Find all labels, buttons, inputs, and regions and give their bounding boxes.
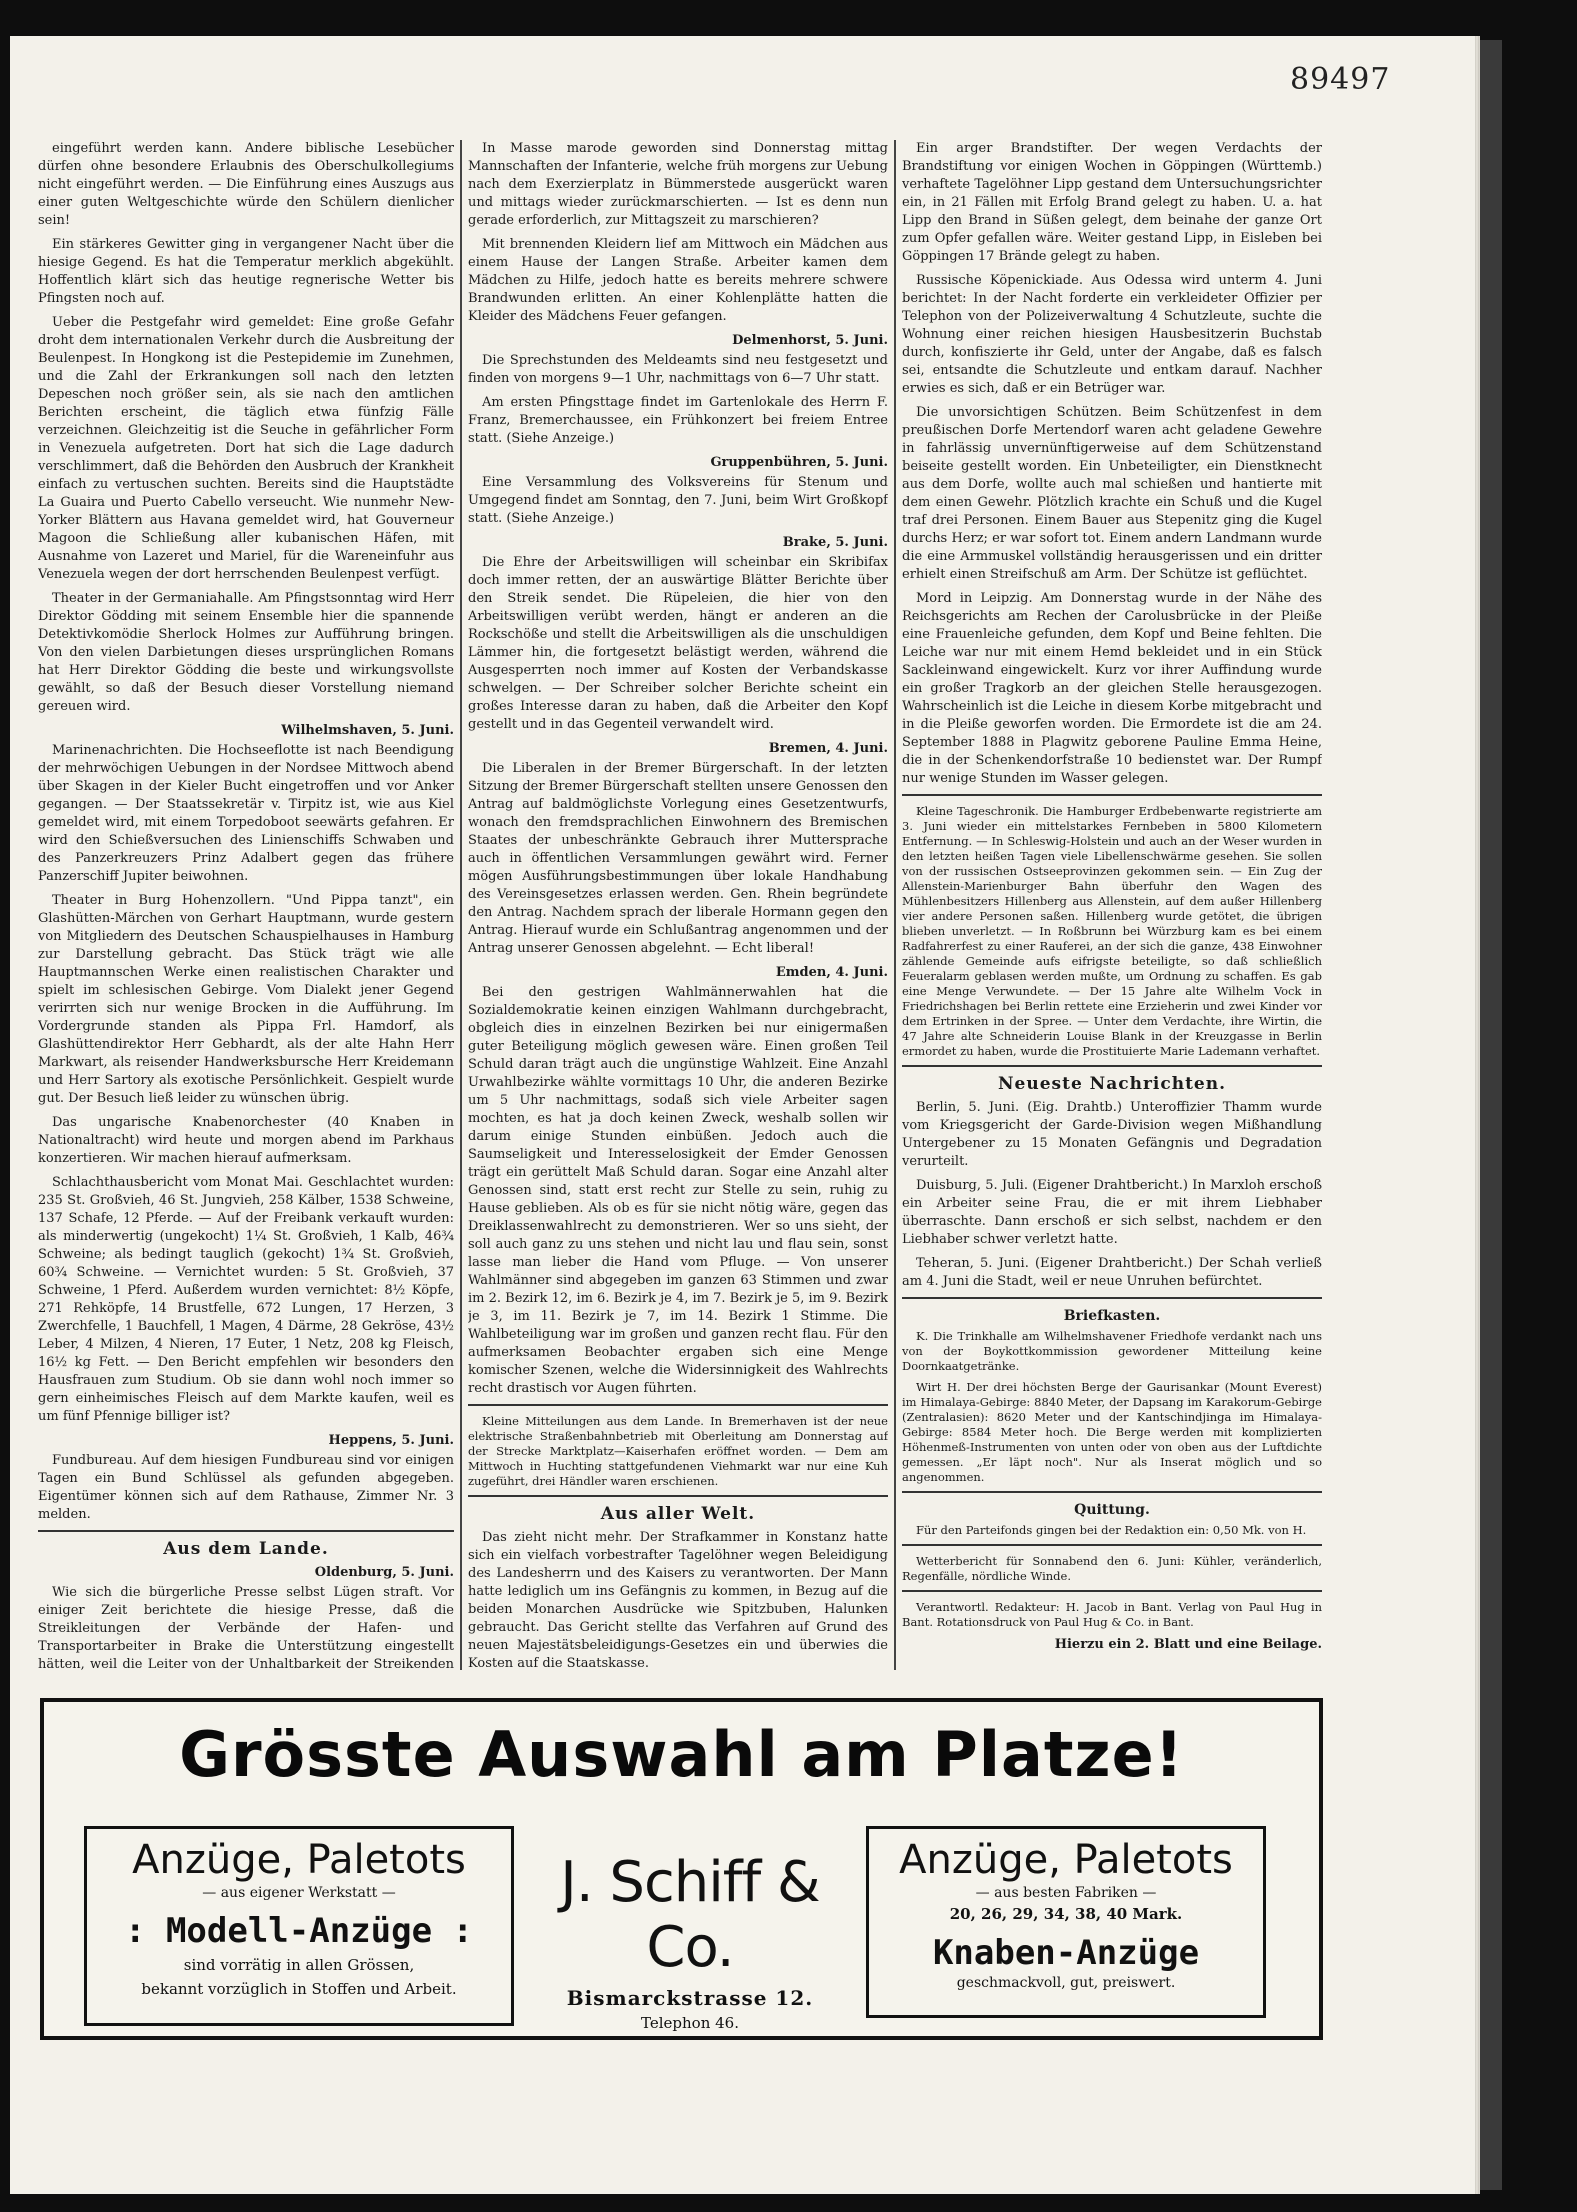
ad-left-line2: bekannt vorzüglich in Stoffen und Arbeit. [141,1980,457,1998]
article: Bei den gestrigen Wahlmännerwahlen hat die Sozialdemokratie keinen einzigen Wahlmann durchgebracht, obgleich dies in einzelnen Bezirken bei nur einigermaßen guter Beteiligung möglich gewesen wäre. Einen großen Teil Schuld daran trägt auch die ungünstige Wahlzeit. Eine Anzahl Urwahlbezirke wählte vormittags 10 Uhr, die anderen Bezirke um 5 Uhr nachmittags, sodaß sich viele Arbeiter sagen mochten, es hat ja doch keinen Zweck, weshalb sollen wir darum einige Stunden einbüßen. Jedoch auch die Saumseligkeit und Interesselosigkeit der Emder Genossen trägt ein gerüttelt Maß Schuld daran. Sogar eine Anzahl alter Genossen sind, statt erst recht zur Stelle zu sein, ruhig zu Hause geblieben. Als ob es für sie nicht nötig wäre, gegen das Dreiklassenwahlrecht zu demonstrieren. Wer so uns sieht, der soll auch ganz zu uns stehen und nicht lau und flau sein, sonst lasse man lieber die Hand vom Pfluge. — Von unserer Wahlmänner sind abgegeben im ganzen 63 Stimmen und zwar im 2. Bezirk 12, im 6. Bezirk je 4, im 7. Bezirk je 5, im 9. Bezirk je 3, im 11. Bezirk je 7, im 14. Bezirk 1 Stimme. Die Wahlbeteiligung war im großen und ganzen recht flau. Für den aufmerksamen Beobachter ergaben sich eine Menge komischer Szenen, welche die Widersinnigkeit des Wahlrechts recht drastisch vor Augen führten. [468,985,888,1396]
article: In Masse marode geworden sind Donnerstag mittag Mannschaften der Infanterie, welche früh morgens zur Uebung nach dem Exerzierplatz in Bümmerstede ausgerückt waren und mittags wieder zurückmarschierten. — Ist es denn nun gerade erforderlich, zur Mittagszeit zu marschieren? [468,141,888,228]
dateline: Emden, 4. Juni. [775,965,888,980]
article: Mit brennenden Kleidern lief am Mittwoch ein Mädchen aus einem Hause der Langen Straße. Arbeiter kamen dem Mädchen zu Hilfe, jedoch hatte es bereits mehrere schwere Brandwunden erlitten. An einer Kohlenplätte hatten die Kleider des Mädchens Feuer gefangen. [468,237,888,324]
article: Eine Versammlung des Volksvereins für Stenum und Umgegend findet am Sonntag, den 7. Juni, beim Wirt Großkopf statt. (Siehe Anzeige.) [468,475,888,526]
section-heading: Aus aller Welt. [600,1504,756,1524]
ad-left-title: Anzüge, Paletots [132,1837,466,1883]
section-rule [902,1065,1322,1067]
ad-right-line: geschmackvoll, gut, preiswert. [956,1975,1176,1991]
article: Für den Parteifonds gingen bei der Redaktion ein: 0,50 Mk. von H. [916,1523,1307,1537]
ad-right-special: Knaben-Anzüge [932,1933,1200,1973]
article: Kleine Tageschronik. Die Hamburger Erdbebenwarte registrierte am 3. Juni wieder ein mittelstarkes Fernbeben in 5800 Kilometern Entfernung. — In Schleswig-Holstein und auch an der Weser wurden in den letzten heißen Tagen viele Libellenschwärme gesehen. Sie sollen von der russischen Ostseeprovinzen gekommen sein. — Ein Zug der Allenstein-Marienburger Bahn überfuhr den Wagen des Mühlenbesitzers Hillenberg aus Allenstein, auf dem außer Hillenberg vier andere Personen saßen. Hillenberg wurde getötet, die übrigen blieben unverletzt. — In Roßbrunn bei Würzburg kam es bei einem Radfahrerfest zu einer Rauferei, an der sich die ganze, 438 Einwohner zählende Gemeinde aufs eifrigste beteiligte, so daß schließlich Feueralarm geblasen werden mußte, um Ordnung zu schaffen. Es gab eine Menge Verwundete. — Der 15 Jahre alte Wilhelm Vock in Friedrichshagen bei Berlin rettete eine Erzieherin und zwei Kinder vor dem Ertrinken in der Spree. — Unter dem Verdachte, ihre Wirtin, die 47 Jahre alte Schneiderin Louise Blank in der Kreuzgasse in Berlin ermordet zu haben, wurde die Prostituierte Marie Lademann verhaftet. [902,804,1322,1058]
dateline: Delmenhorst, 5. Juni. [732,333,888,348]
ad-firm-street: Bismarckstrasse 12. [566,1986,814,2010]
article: Berlin, 5. Juni. (Eig. Drahtb.) Unteroffizier Thamm wurde vom Kriegsgericht der Garde-Division wegen Mißhandlung Untergebener zu 15 Monaten Gefängnis und Degradation verurteilt. [902,1100,1322,1169]
column-3 [902,140,1322,1670]
section-heading: Aus dem Lande. [163,1539,329,1559]
binding-strip [1480,40,1502,2190]
article: Russische Köpenickiade. Aus Odessa wird unterm 4. Juni berichtet: In der Nacht forderte ein verkleideter Offizier per Telephon von der Polizeiverwaltung 4 Schutzleute, suchte die Wohnung einer reichen hiesigen Hausbesitzerin Buchstab durch, konfiszierte ihr Geld, unter der Angabe, daß es falsch sei, entsandte die Schutzleute und entkam darauf. Nachher erwies es sich, daß er ein Betrüger war. [902,273,1322,396]
section-heading: Briefkasten. [1063,1308,1161,1324]
ad-box-left [84,1826,514,2026]
advertisement [40,1698,1323,2040]
ad-box-right [866,1826,1266,2018]
dateline: Brake, 5. Juni. [782,535,888,550]
dateline: Heppens, 5. Juni. [328,1433,454,1448]
article: Theater in Burg Hohenzollern. "Und Pippa tanzt", ein Glashütten-Märchen von Gerhart Hauptmann, wurde gestern von Mitgliedern des Deutschen Schauspielhauses in Hamburg zur Darstellung gebracht. Das Stück trägt wie alle Hauptmannschen Werke einen realistischen Charakter und spielt im schlesischen Gebirge. Vom Dialekt jener Gegend verirrten sich nur wenige Brocken in die Aufführung. Im Vordergrunde standen als Pippa Frl. Hamdorf, als Glashüttendirektor Herr Gebhardt, als der alte Hahn Herr Markwart, als reisender Handwerksbursche Herr Kreidemann und Herr Sartory als exotische Persönlichkeit. Gespielt wurde gut. Der Besuch ließ leider zu wünschen übrig. [38,893,454,1106]
column-2 [468,140,888,1670]
ad-left-sub: — aus eigener Werkstatt — [202,1885,396,1901]
article: K. Die Trinkhalle am Wilhelmshavener Friedhofe verdankt nach uns von der Boykottkommission gewordener Mitteilung keine Doornkaatgetränke. [902,1329,1322,1373]
section-rule [902,794,1322,796]
imprint: Verantwortl. Redakteur: H. Jacob in Bant. Verlag von Paul Hug in Bant. Rotationsdruck von Paul Hug & Co. in Bant. [902,1600,1322,1629]
section-rule [468,1404,888,1406]
article: Das ungarische Knabenorchester (40 Knaben in Nationaltracht) wird heute und morgen abend im Parkhaus konzertieren. Wir machen hierauf aufmerksam. [38,1115,454,1166]
section-rule [902,1544,1322,1546]
article: Am ersten Pfingsttage findet im Gartenlokale des Herrn F. Franz, Bremerchaussee, ein Frühkonzert bei freiem Entree statt. (Siehe Anzeige.) [468,395,888,446]
article: Fundbureau. Auf dem hiesigen Fundbureau sind vor einigen Tagen ein Bund Schlüssel als gefunden abgegeben. Eigentümer können sich auf dem Rathause, Zimmer Nr. 3 melden. [38,1453,454,1522]
section-rule [902,1297,1322,1299]
section-heading: Neueste Nachrichten. [997,1074,1227,1094]
section-rule [902,1590,1322,1592]
article: Marinenachrichten. Die Hochseeflotte ist nach Beendigung der mehrwöchigen Uebungen in der Nordsee Mittwoch abend über Skagen in der Kieler Bucht eingetroffen und vor Anker gegangen. — Der Staatssekretär v. Tirpitz ist, wie aus Kiel gemeldet wird, mit einem Torpedoboot seewärts gefahren. Er wird den Schießversuchen des Linienschiffs Schwaben und des Panzerkreuzers Prinz Adalbert gegen das frühere Panzerschiff Jupiter beiwohnen. [38,743,454,884]
article: Wirt H. Der drei höchsten Berge der Gaurisankar (Mount Everest) im Himalaya-Gebirge: 8840 Meter, der Dapsang im Karakorum-Gebirge (Zentralasien): 8620 Meter und der Kantschindjinga im Himalaya-Gebirge: 8584 Meter hoch. Die Berge werden mit komplizierten Höhenmeß-Instrumenten von unten oder von oben aus der Luftdichte gemessen. „Er läpt noch". Nur als Inserat möglich und so angenommen. [902,1380,1322,1484]
ad-firm-phone: Telephon 46. [641,2014,739,2032]
ad-firm [514,1850,866,2032]
article: Theater in der Germaniahalle. Am Pfingstsonntag wird Herr Direktor Gödding mit seinem Ensemble hier die spannende Detektivkomödie Sherlock Holmes zur Aufführung bringen. Von den vielen Darbietungen dieses ursprünglichen Romans hat Herr Direktor Gödding die beste und wirkungsvollste gewählt, so daß der Besuch dieser Vorstellung niemand gereuen wird. [38,591,454,714]
column-1 [38,140,454,1670]
ad-left-special: : Modell-Anzüge : [125,1911,473,1951]
article: Wie sich die bürgerliche Presse selbst Lügen straft. Vor einiger Zeit berichtete die hiesige Presse, daß die Streikleitungen der Verbände der Hafen- und Transportarbeiter in Brake die Unterstützung eingestellt hätten, weil die Leiter von der Unhaltbarkeit der Streikenden [38,1585,454,1670]
article: Kleine Mitteilungen aus dem Lande. In Bremerhaven ist der neue elektrische Straßenbahnbetrieb mit Oberleitung am Donnerstag auf der Strecke Marktplatz—Kaiserhafen eröffnet worden. — Dem am Mittwoch in Huchting stattgefundenen Viehmarkt war nur eine Kuh zugeführt, drei Händler waren erschienen. [468,1414,888,1488]
ad-firm-name: J. Schiff & Co. [560,1850,820,1980]
ad-right-prices: 20, 26, 29, 34, 38, 40 Mark. [949,1905,1183,1923]
ad-right-title: Anzüge, Paletots [899,1837,1233,1883]
article: eingeführt werden kann. Andere biblische Lesebücher dürfen ohne besondere Erlaubnis des Oberschulkollegiums nicht eingeführt werden. — Die Einführung eines Auszugs aus einer guten Weltgeschichte würde den Schülern dienlicher sein! [38,141,454,228]
article: Ein stärkeres Gewitter ging in vergangener Nacht über die hiesige Gegend. Es hat die Temperatur merklich abgekühlt. Hoffentlich klärt sich das heutige regnerische Wetter bis Pfingsten noch auf. [38,237,454,306]
article: Teheran, 5. Juni. (Eigener Drahtbericht.) Der Schah verließ am 4. Juni die Stadt, weil er neue Unruhen befürchtet. [902,1256,1322,1289]
article: Duisburg, 5. Juli. (Eigener Drahtbericht.) In Marxloh erschoß ein Arbeiter seine Frau, die er mit ihrem Liebhaber überraschte. Dann erschoß er sich selbst, nachdem er den Liebhaber schwer verletzt hatte. [902,1178,1322,1247]
article: Ueber die Pestgefahr wird gemeldet: Eine große Gefahr droht dem internationalen Verkehr durch die Ausbreitung der Beulenpest. In Hongkong ist die Pestepidemie im Zunehmen, und die Zahl der Erkrankungen soll nach den letzten Depeschen noch größer sein, als sie nach den amtlichen Berichten erscheint, die täglich etwa fünfzig Fälle verzeichnen. Gleichzeitig ist die Seuche in gefährlicher Form in Venezuela aufgetreten. Dort hat sich die Lage dadurch verschlimmert, daß die Behörden den Ausbruch der Krankheit einfach zu vertuschen suchten. Bereits sind die Hauptstädte La Guaira und Puerto Cabello verseucht. Wie nunmehr New-Yorker Blättern aus Havana gemeldet wird, hat Gouverneur Magoon die Schließung aller kubanischen Häfen, mit Ausnahme von Lazeret und Mariel, für die Wareneinfuhr aus Venezuela wegen der dort herrschenden Beulenpest verfügt. [38,315,454,582]
article: Die unvorsichtigen Schützen. Beim Schützenfest in dem preußischen Dorfe Mertendorf waren acht geladene Gewehre in fahrlässig unvernünftigerweise auf dem Schützenstand beiseite gestellt worden. Ein Unbeteiligter, ein Dienstknecht aus dem Dorfe, wollte auch mal schießen und hantierte mit dem einen Gewehr. Plötzlich krachte ein Schuß und die Kugel traf drei Personen. Einem Bauer aus Stepenitz ging die Kugel durchs Herz; er war sofort tot. Einem andern Landmann wurde die eine Armmuskel vollständig herausgerissen und ein dritter erhielt einen Streifschuß am Arm. Der Schütze ist geflüchtet. [902,405,1322,582]
dateline: Bremen, 4. Juni. [768,741,888,756]
dateline: Wilhelmshaven, 5. Juni. [281,723,454,738]
section-rule [38,1530,454,1532]
section-rule [902,1491,1322,1493]
ad-left-line1: sind vorrätig in allen Grössen, [183,1956,415,1974]
section-heading: Quittung. [1074,1502,1150,1518]
ad-right-sub: — aus besten Fabriken — [975,1885,1157,1901]
article: Die Ehre der Arbeitswilligen will scheinbar ein Skribifax doch immer retten, der an auswärtige Blätter Berichte über den Streik sendet. Die Rüpeleien, die hier von den Arbeitswilligen verübt werden, hängt er anderen an die Rockschöße und stellt die Arbeitswilligen als die unschuldigen Lämmer hin, die fortgesetzt belästigt werden, während die Ausgesperrten noch immer auf Kosten der Verbandskasse schwelgen. — Der Schreiber solcher Berichte scheint ein großes Interesse daran zu haben, daß die Arbeiter den Kopf gestellt und in das Gegenteil verwandelt wird. [468,555,888,732]
column-divider [894,140,896,1670]
supplement-note: Hierzu ein 2. Blatt und eine Beilage. [1054,1637,1322,1652]
article: Schlachthausbericht vom Monat Mai. Geschlachtet wurden: 235 St. Großvieh, 46 St. Jungvieh, 258 Kälber, 1538 Schweine, 137 Schafe, 12 Pferde. — Auf der Freibank verkauft wurden: als minderwertig (ungekocht) 1¼ St. Großvieh, 1 Kalb, 46¾ Schweine; als bedingt tauglich (gekocht) 1¾ St. Großvieh, 60¾ Schweine. — Vernichtet wurden: 5 St. Großvieh, 37 Schweine, 1 Pferd. Außerdem wurden vernichtet: 8½ Köpfe, 271 Rehköpfe, 14 Brustfelle, 672 Lungen, 17 Herzen, 3 Zwerchfelle, 1 Bauchfell, 1 Magen, 4 Därme, 28 Gekröse, 43½ Leber, 4 Milzen, 4 Nieren, 17 Euter, 1 Netz, 208 kg Fleisch, 16½ kg Fett. — Den Bericht empfehlen wir besonders den Hausfrauen zum Studium. Ob sie dann wohl noch immer so gern einheimisches Fleisch auf dem Markte kaufen, weil es um fünf Pfennige billiger ist? [38,1175,454,1424]
article: Mord in Leipzig. Am Donnerstag wurde in der Nähe des Reichsgerichts am Rechen der Carolusbrücke in der Pleiße eine Frauenleiche gefunden, dem Kopf und Beine fehlten. Die Leiche war nur mit einem Hemd bekleidet und in ein Stück Sackleinwand eingewickelt. Kurz vor ihrer Auffindung wurde ein großer Tragkorb an der gleichen Stelle herausgezogen. Wahrscheinlich ist die Leiche in diesem Korbe mitgebracht und in die Pleiße geworfen worden. Die Ermordete ist die am 24. September 1888 in Plagwitz geborene Pauline Emma Heine, die in der Schenkendorfstraße 10 bedienstet war. Der Rumpf nur wenige Stunden im Wasser gelegen. [902,591,1322,786]
article: Das zieht nicht mehr. Der Strafkammer in Konstanz hatte sich ein vielfach vorbestrafter Tagelöhner wegen Beleidigung des Landesherrn und des Kaisers zu verantworten. Der Mann hatte lediglich um ins Gefängnis zu kommen, in Bezug auf die beiden Monarchen Ausdrücke wie Spitzbuben, Halunken gebraucht. Das Gericht stellte das Verfahren auf Grund des neuen Majestätsbeleidigungs-Gesetzes ein und überwies die Kosten auf die Staatskasse. [468,1530,888,1670]
page-number: 89497 [1290,62,1391,97]
weather-report: Wetterbericht für Sonnabend den 6. Juni: Kühler, veränderlich, Regenfälle, nördliche Winde. [902,1554,1322,1583]
article: Die Sprechstunden des Meldeamts sind neu festgesetzt und finden von morgens 9—1 Uhr, nachmittags von 6—7 Uhr statt. [468,353,888,386]
section-rule [468,1495,888,1497]
article: Ein arger Brandstifter. Der wegen Verdachts der Brandstiftung vor einigen Wochen in Göppingen (Württemb.) verhaftete Tagelöhner Lipp gestand dem Untersuchungsrichter ein, in 21 Fällen mit Erfolg Brand gelegt zu haben. U. a. hat Lipp den Brand in Süßen gelegt, dem beinahe der ganze Ort zum Opfer gefallen wäre. Weiter gestand Lipp, in Eisleben bei Göppingen 17 Brände gelegt zu haben. [902,141,1322,264]
dateline: Gruppenbühren, 5. Juni. [710,455,888,470]
column-divider [460,140,462,1670]
ad-headline: Grösste Auswahl am Platze! [179,1718,1184,1791]
dateline: Oldenburg, 5. Juni. [314,1565,454,1580]
article: Die Liberalen in der Bremer Bürgerschaft. In der letzten Sitzung der Bremer Bürgerschaft stellten unsere Genossen den Antrag auf baldmöglichste Vorlegung eines Gesetzentwurfs, wonach den fremdsprachlichen Einwohnern des Bremischen Staates der unbeschränkte Gebrauch ihrer Muttersprache auch in öffentlichen Versammlungen gewährt wird. Ferner mögen Ausführungsbestimmungen über lokale Handhabung des Vereinsgesetzes erlassen werden. Gen. Rhein begründete den Antrag. Nachdem sprach der liberale Hormann gegen den Antrag. Hierauf wurde ein Schlußantrag angenommen und der Antrag unserer Genossen abgelehnt. — Echt liberal! [468,761,888,956]
